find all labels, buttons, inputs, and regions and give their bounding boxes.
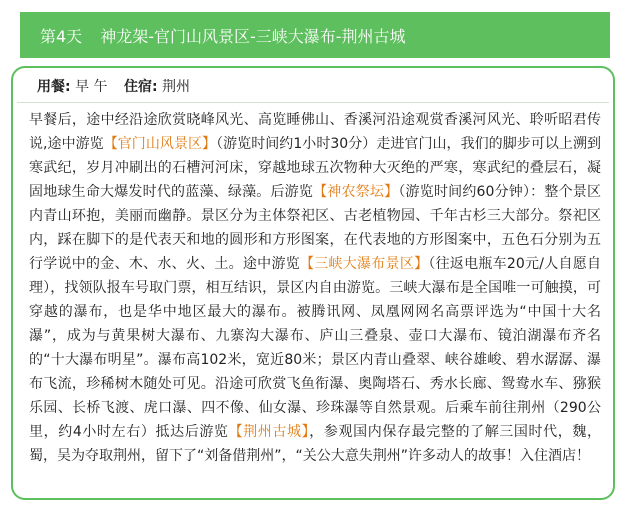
description-text: （游览时间约1小时30分）走进官门山，我们的脚步可以上溯到寒武纪，岁月冲刷出的石槽河河床，穿越地球五次物种大灭绝的严寒，寒武纪的叠层石，凝固地球生命大爆发时代的蓝藻、绿藻。后游览 <box>29 136 601 200</box>
day-header <box>20 12 610 58</box>
highlighted-attraction: 【三峡大瀑布景区】 <box>299 256 429 272</box>
itinerary-description <box>29 108 601 468</box>
day-number: 第4天 <box>40 26 83 46</box>
lodging-value: 荆州 <box>162 79 191 95</box>
highlighted-attraction: 【神农祭坛】 <box>313 184 399 200</box>
highlighted-attraction: 【官门山风景区】 <box>103 136 217 152</box>
description-text: （游览时间约60分钟）：整个景区内青山环抱，美丽而幽静。景区分为主体祭祀区、古老植物园、千年古杉三大部分。祭祀区内，踩在脚下的是代表天和地的圆形和方形图案，在代表地的方形图案中，五色石分别为五行学说中的金、木、水、火、土。途中游览 <box>29 184 602 272</box>
day-route-title: 神龙架-官门山风景区-三峡大瀑布-荆州古城 <box>100 26 406 46</box>
lodging-label: 住宿: <box>123 79 158 95</box>
meals-label: 用餐: <box>37 79 71 95</box>
meta-divider <box>17 102 609 103</box>
meals-value: 早 午 <box>75 79 108 95</box>
description-text: ，参观国内保存最完整的了解三国时代，魏，蜀，吴为夺取荆州，留下了“刘备借荆州”，“关公大意失荆州”许多动人的故事！入住酒店！ <box>29 424 602 464</box>
description-text: （往返电瓶车20元/人自愿自理），找领队报车号取门票，相互结识，景区内自由游览。三峡大瀑布是全国唯一可触摸，可穿越的瀑布，也是华中地区最大的瀑布。被腾讯网、凤凰网网名高票评选为“中国十大名瀑”，成为与黄果树大瀑布、九寨沟大瀑布、庐山三叠泉、壶口大瀑布、镜泊湖瀑布齐名的“十大瀑布明星”。瀑布高102米，宽近80米；景区内青山叠翠、峡谷雄峻、碧水潺潺、瀑布飞流，珍稀树木随处可见。沿途可欣赏飞鱼衔瀑、奥陶塔石、秀水长廊、鸳鸯水车、猕猴乐园、长桥飞渡、虎口瀑、四不像、仙女瀑、珍珠瀑等自然景观。后乘车前往荆州（290公里，约4小时左右）抵达后游览 <box>29 256 602 440</box>
itinerary-card <box>11 66 615 500</box>
description-text: 早餐后，途中经沿途欣赏晓峰风光、高览睡佛山、香溪河沿途观赏香溪河风光、聆听昭君传说,途中游览 <box>29 112 601 152</box>
highlighted-attraction: 【荆州古城】 <box>228 424 310 440</box>
meals-lodging-row <box>37 76 202 96</box>
